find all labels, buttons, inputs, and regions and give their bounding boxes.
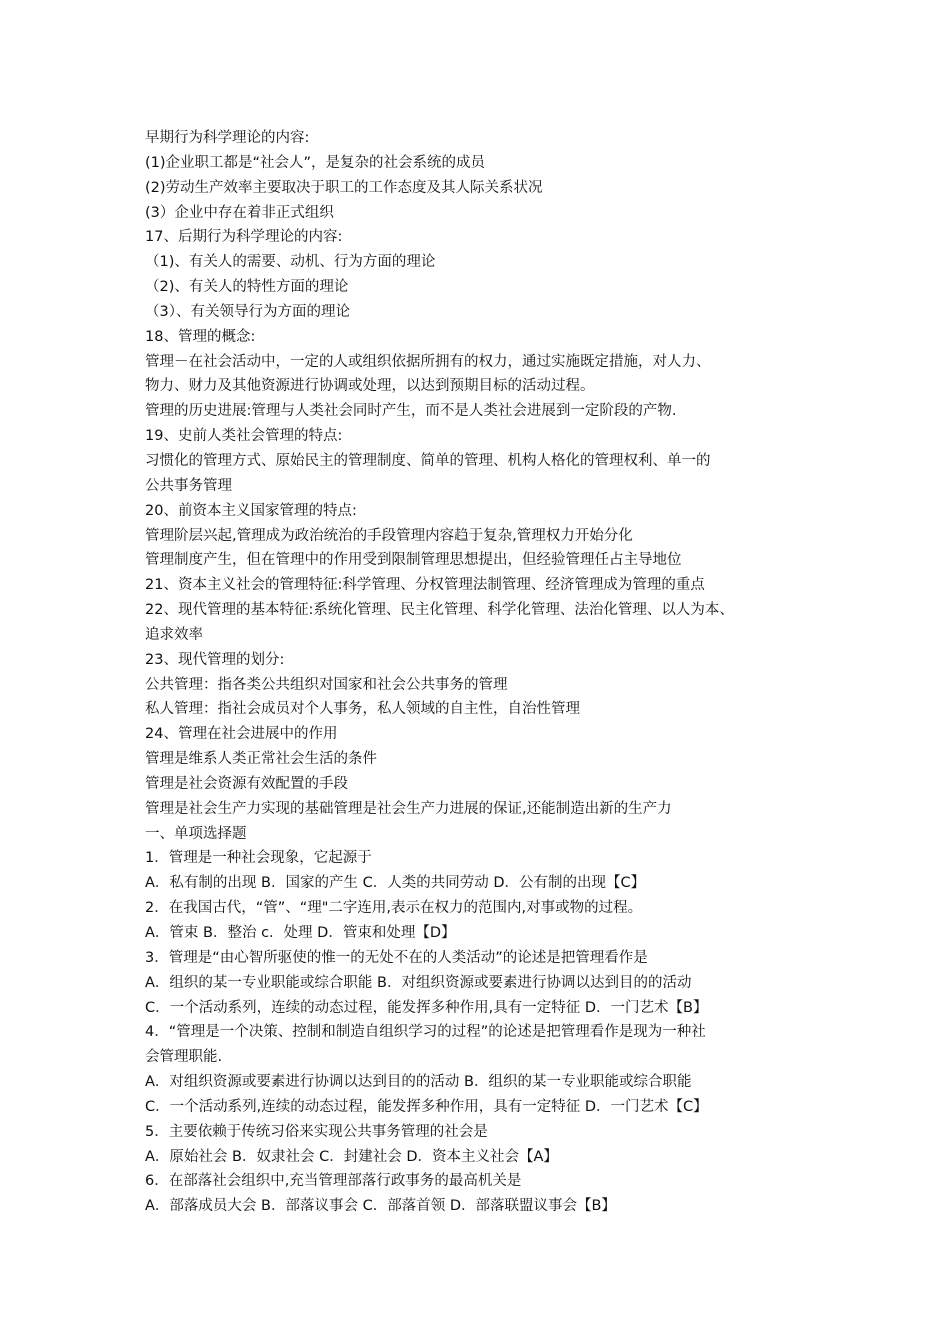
text-line: 管理的历史进展:管理与人类社会同时产生，而不是人类社会进展到一定阶段的产物. [145,403,677,420]
question-line: 3．管理是“由心智所驱使的惟一的无处不在的人类活动”的论述是把管理看作是 [145,949,648,966]
text-line: 管理阶层兴起,管理成为政治统治的手段管理内容趋于复杂,管理权力开始分化 [145,527,633,544]
question-line: 4．“管理是一个决策、控制和制造自组织学习的过程”的论述是把管理看作是现为一种社 [145,1024,706,1041]
text-line: 早期行为科学理论的内容: [145,130,310,146]
document-body [145,126,835,1219]
text-line: 习惯化的管理方式、原始民主的管理制度、简单的管理、机构人格化的管理权利、单一的 [145,452,711,469]
question-line: 会管理职能. [145,1049,223,1066]
answer-options: A．原始社会 B．奴隶社会 C．封建社会 D．资本主义社会【A】 [145,1148,558,1165]
text-line: 管理－在社会活动中，一定的人或组织依据所拥有的权力，通过实施既定措施，对人力、 [145,353,711,370]
text-line: 管理制度产生，但在管理中的作用受到限制管理思想提出，但经验管理任占主导地位 [145,552,682,569]
question-line: 1．管理是一种社会现象，它起源于 [145,850,372,867]
section-heading: 一、单项选择题 [145,825,247,842]
section-heading: 22、现代管理的基本特征:系统化管理、民主化管理、科学化管理、法治化管理、以人为本、 [145,602,734,619]
text-line: （1)、有关人的需要、动机、行为方面的理论 [145,254,436,271]
text-line: 管理是社会生产力实现的基础管理是社会生产力进展的保证,还能制造出新的生产力 [145,800,672,817]
text-line: （2)、有关人的特性方面的理论 [145,279,349,296]
answer-options: A．管束 B．整治 c．处理 D．管束和处理【D】 [145,925,456,941]
answer-options: C．一个活动系列，连续的动态过程，能发挥多种作用,具有一定特征 D．一门艺术【B】 [145,999,708,1016]
question-line: 2．在我国古代，“管”、“理"二字连用,表示在权力的范围内,对事或物的过程。 [145,900,643,917]
question-line: 6．在部落社会组织中,充当管理部落行政事务的最高机关是 [145,1173,522,1190]
text-line: 公共管理：指各类公共组织对国家和社会公共事务的管理 [145,676,508,693]
text-line: 追求效率 [145,626,203,643]
text-line: 物力、财力及其他资源进行协调或处理，以达到预期目标的活动过程。 [145,378,595,395]
answer-options: A．私有制的出现 B．国家的产生 C．人类的共同劳动 D．公有制的出现【C】 [145,875,646,892]
section-heading: 23、现代管理的划分: [145,651,285,668]
text-line: (2)劳动生产效率主要取决于职工的工作态度及其人际关系状况 [145,179,543,196]
text-line: 管理是维系人类正常社会生活的条件 [145,751,377,768]
section-heading: 24、管理在社会进展中的作用 [145,726,338,743]
section-heading: 17、后期行为科学理论的内容: [145,229,343,246]
text-line: (3）企业中存在着非正式组织 [145,204,334,221]
section-heading: 20、前资本主义国家管理的特点: [145,502,357,519]
text-line: 公共事务管理 [145,477,232,494]
text-line: 私人管理：指社会成员对个人事务，私人领域的自主性，自治性管理 [145,701,580,718]
section-heading: 19、史前人类社会管理的特点: [145,428,343,445]
answer-options: C．一个活动系列,连续的动态过程，能发挥多种作用，具有一定特征 D．一门艺术【C】 [145,1098,708,1115]
section-heading: 18、管理的概念: [145,328,256,345]
text-line: (1)企业职工都是“社会人”，是复杂的社会系统的成员 [145,154,486,171]
section-heading: 21、资本主义社会的管理特征:科学管理、分权管理法制管理、经济管理成为管理的重点 [145,577,705,594]
answer-options: A．组织的某一专业职能或综合职能 B．对组织资源或要素进行协调以达到目的的活动 [145,974,692,991]
question-line: 5．主要依赖于传统习俗来实现公共事务管理的社会是 [145,1123,488,1140]
answer-options: A．对组织资源或要素进行协调以达到目的的活动 B．组织的某一专业职能或综合职能 [145,1074,692,1091]
text-line: 管理是社会资源有效配置的手段 [145,775,348,792]
answer-options: A．部落成员大会 B．部落议事会 C．部落首领 D．部落联盟议事会【B】 [145,1198,616,1215]
text-line: （3）、有关领导行为方面的理论 [145,303,350,320]
